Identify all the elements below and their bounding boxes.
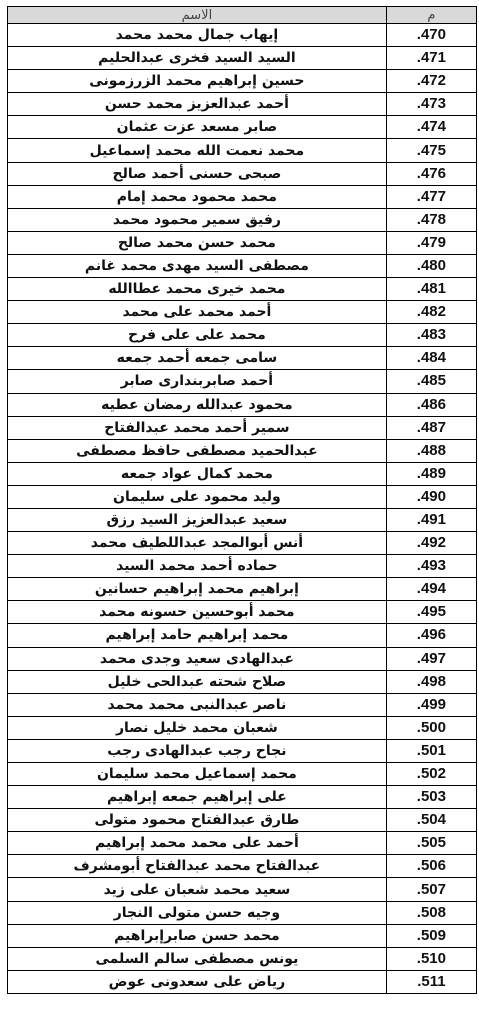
number-cell: .494: [386, 578, 476, 601]
name-cell: صلاح شحته عبدالحى خليل: [8, 670, 387, 693]
name-cell: حسين إبراهيم محمد الزرزمونى: [8, 70, 387, 93]
name-cell: سعيد عبدالعزيز السيد رزق: [8, 508, 387, 531]
table-row: [8, 832, 477, 855]
number-cell: .481: [386, 278, 476, 301]
number-cell: .476: [386, 162, 476, 185]
table-row: [8, 901, 477, 924]
number-cell: .490: [386, 485, 476, 508]
name-cell: محمد على على فرح: [8, 324, 387, 347]
name-cell: شعبان محمد خليل نصار: [8, 716, 387, 739]
number-cell: .483: [386, 324, 476, 347]
table-row: [8, 693, 477, 716]
number-cell: .505: [386, 832, 476, 855]
number-cell: .484: [386, 347, 476, 370]
number-cell: .474: [386, 116, 476, 139]
name-cell: صبحى حسنى أحمد صالح: [8, 162, 387, 185]
number-cell: .503: [386, 786, 476, 809]
table-row: [8, 208, 477, 231]
number-cell: .497: [386, 647, 476, 670]
table-row: [8, 278, 477, 301]
name-cell: عبدالفتاح محمد عبدالفتاح أبومشرف: [8, 855, 387, 878]
table-row: [8, 231, 477, 254]
table-row: [8, 786, 477, 809]
table-row: [8, 508, 477, 531]
table-row: [8, 116, 477, 139]
name-cell: إيهاب جمال محمد محمد: [8, 24, 387, 47]
name-cell: على إبراهيم جمعه إبراهيم: [8, 786, 387, 809]
table-row: [8, 254, 477, 277]
number-cell: .499: [386, 693, 476, 716]
table-row: [8, 809, 477, 832]
name-cell: محمد إبراهيم حامد إبراهيم: [8, 624, 387, 647]
name-cell: نجاح رجب عبدالهادى رجب: [8, 739, 387, 762]
number-cell: .472: [386, 70, 476, 93]
table-row: [8, 947, 477, 970]
table-row: [8, 162, 477, 185]
number-cell: .489: [386, 462, 476, 485]
table-row: [8, 139, 477, 162]
name-cell: إبراهيم محمد إبراهيم حسانين: [8, 578, 387, 601]
table-row: [8, 70, 477, 93]
number-cell: .477: [386, 185, 476, 208]
name-cell: محمد نعمت الله محمد إسماعيل: [8, 139, 387, 162]
name-cell: أحمد على محمد محمد إبراهيم: [8, 832, 387, 855]
number-cell: .471: [386, 47, 476, 70]
number-cell: .500: [386, 716, 476, 739]
number-cell: .480: [386, 254, 476, 277]
number-cell: .486: [386, 393, 476, 416]
table-row: [8, 416, 477, 439]
table-row: [8, 301, 477, 324]
number-cell: .501: [386, 739, 476, 762]
table-body: [8, 24, 477, 994]
name-cell: محمد محمود محمد إمام: [8, 185, 387, 208]
name-cell: مصطفى السيد مهدى محمد غانم: [8, 254, 387, 277]
name-cell: أحمد عبدالعزيز محمد حسن: [8, 93, 387, 116]
number-cell: .485: [386, 370, 476, 393]
table-row: [8, 555, 477, 578]
name-cell: سامى جمعه أحمد جمعه: [8, 347, 387, 370]
name-cell: محمد حسن محمد صالح: [8, 231, 387, 254]
number-cell: .492: [386, 532, 476, 555]
table-row: [8, 485, 477, 508]
number-cell: .495: [386, 601, 476, 624]
number-cell: .507: [386, 878, 476, 901]
table-row: [8, 924, 477, 947]
table-row: [8, 716, 477, 739]
number-cell: .479: [386, 231, 476, 254]
name-cell: محمود عبدالله رمضان عطيه: [8, 393, 387, 416]
name-cell: سعيد محمد شعبان على زيد: [8, 878, 387, 901]
name-cell: وجيه حسن متولى النجار: [8, 901, 387, 924]
table-row: [8, 970, 477, 993]
header-name: الاسم: [8, 7, 387, 24]
number-cell: .475: [386, 139, 476, 162]
number-cell: .510: [386, 947, 476, 970]
name-cell: عبدالحميد مصطفى حافظ مصطفى: [8, 439, 387, 462]
number-cell: .470: [386, 24, 476, 47]
name-cell: محمد خيرى محمد عطاالله: [8, 278, 387, 301]
table-row: [8, 532, 477, 555]
number-cell: .504: [386, 809, 476, 832]
name-cell: أحمد صابربندارى صابر: [8, 370, 387, 393]
name-cell: محمد أبوحسين حسونه محمد: [8, 601, 387, 624]
table-row: [8, 763, 477, 786]
table-row: [8, 347, 477, 370]
number-cell: .498: [386, 670, 476, 693]
number-cell: .488: [386, 439, 476, 462]
name-cell: سمير أحمد محمد عبدالفتاح: [8, 416, 387, 439]
number-cell: .487: [386, 416, 476, 439]
name-cell: طارق عبدالفتاح محمود متولى: [8, 809, 387, 832]
header-row: [8, 7, 477, 24]
name-cell: وليد محمود على سليمان: [8, 485, 387, 508]
table-row: [8, 670, 477, 693]
number-cell: .493: [386, 555, 476, 578]
name-cell: رفيق سمير محمود محمد: [8, 208, 387, 231]
table-row: [8, 47, 477, 70]
table-row: [8, 393, 477, 416]
table-row: [8, 624, 477, 647]
table-row: [8, 439, 477, 462]
table-row: [8, 739, 477, 762]
table-row: [8, 578, 477, 601]
table-row: [8, 855, 477, 878]
name-cell: يونس مصطفى سالم السلمى: [8, 947, 387, 970]
table-row: [8, 185, 477, 208]
table-row: [8, 93, 477, 116]
table-row: [8, 370, 477, 393]
name-cell: ناصر عبدالنبى محمد محمد: [8, 693, 387, 716]
name-cell: صابر مسعد عزت عثمان: [8, 116, 387, 139]
name-cell: عبدالهادى سعيد وجدى محمد: [8, 647, 387, 670]
name-cell: حماده أحمد محمد السيد: [8, 555, 387, 578]
table-row: [8, 878, 477, 901]
table-row: [8, 647, 477, 670]
name-cell: محمد إسماعيل محمد سليمان: [8, 763, 387, 786]
name-cell: رياض على سعدونى عوض: [8, 970, 387, 993]
table-row: [8, 462, 477, 485]
number-cell: .502: [386, 763, 476, 786]
name-cell: أحمد محمد على محمد: [8, 301, 387, 324]
table-row: [8, 324, 477, 347]
number-cell: .508: [386, 901, 476, 924]
number-cell: .506: [386, 855, 476, 878]
names-table: [7, 6, 477, 994]
name-cell: أنس أبوالمجد عبداللطيف محمد: [8, 532, 387, 555]
number-cell: .496: [386, 624, 476, 647]
number-cell: .491: [386, 508, 476, 531]
header-number: م: [386, 7, 476, 24]
number-cell: .482: [386, 301, 476, 324]
number-cell: .473: [386, 93, 476, 116]
number-cell: .478: [386, 208, 476, 231]
number-cell: .509: [386, 924, 476, 947]
table-row: [8, 601, 477, 624]
name-cell: محمد حسن صابرإبراهيم: [8, 924, 387, 947]
number-cell: .511: [386, 970, 476, 993]
table-row: [8, 24, 477, 47]
name-cell: السيد السيد فخرى عبدالحليم: [8, 47, 387, 70]
name-cell: محمد كمال عواد جمعه: [8, 462, 387, 485]
